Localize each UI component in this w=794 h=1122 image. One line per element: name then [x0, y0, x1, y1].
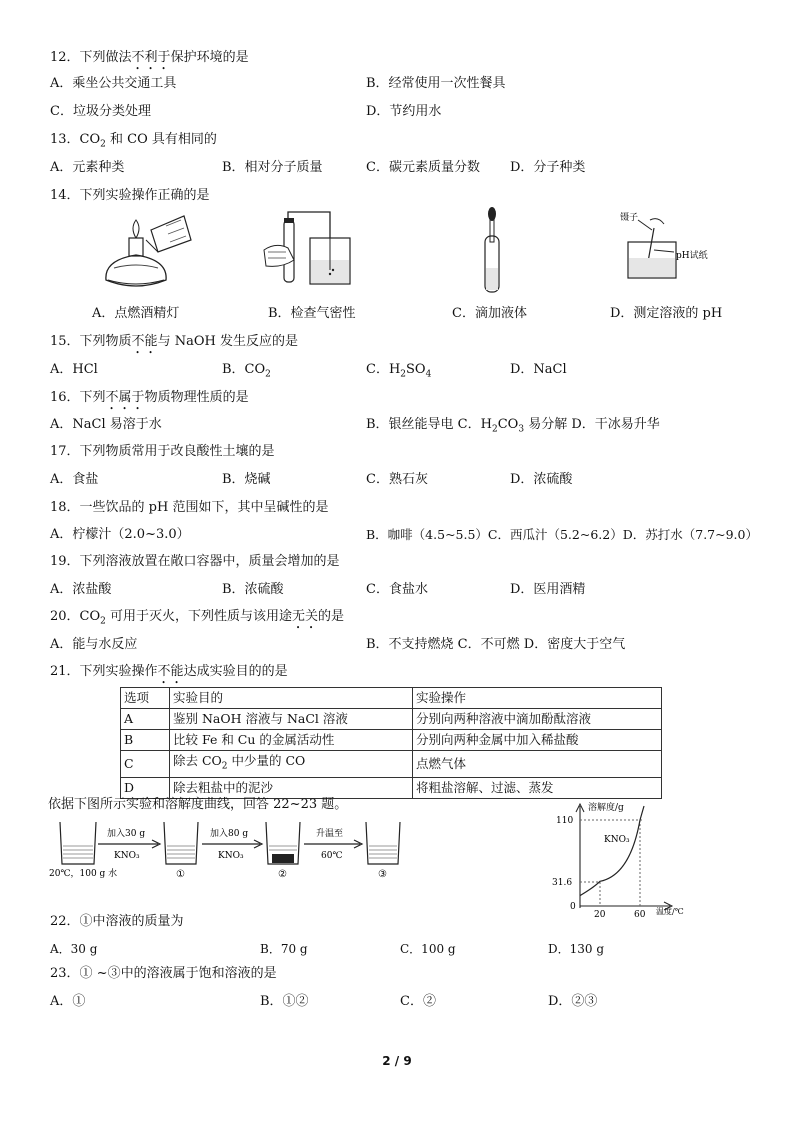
chart-xlabel: 温度/℃	[656, 907, 684, 916]
q22-option-b: B．70 g	[260, 942, 308, 956]
table-cell: 除去 $CO_2$ 中少量的 CO	[170, 751, 413, 778]
table-header-cell: 实验操作	[413, 688, 662, 709]
q23-option-d: D．②③	[548, 994, 598, 1009]
q12-option-b: B．经常使用一次性餐具	[366, 76, 506, 91]
svg-text:②: ②	[278, 869, 287, 880]
q14-option-d: D．测定溶液的 pH	[610, 306, 723, 321]
q12-option-d: D．节约用水	[366, 104, 442, 119]
ph-test-image	[614, 206, 714, 284]
svg-text:加入80 g: 加入80 g	[210, 829, 249, 839]
q18-option-a: A．柠檬汁（2.0~3.0）	[50, 527, 190, 542]
y-tick-31-6: 31.6	[552, 878, 573, 888]
q23-stem: 23．① ~③中的溶液属于饱和溶液的是	[50, 966, 277, 981]
q22-option-d: D．130 g	[548, 942, 605, 956]
q20-option-bcd: B．不支持燃烧 C．不可燃 D．密度大于空气	[366, 637, 626, 652]
svg-text:KNO₃: KNO₃	[114, 851, 140, 861]
q12-option-c: C．垃圾分类处理	[50, 104, 151, 119]
q15-option-a: A．HCl	[50, 362, 98, 377]
alcohol-lamp-image	[96, 210, 196, 295]
svg-text:KNO₃: KNO₃	[218, 851, 244, 861]
q12-stem: 12．下列做法不利于保护环境的是	[50, 50, 249, 65]
q19-option-d: D．医用酒精	[510, 582, 586, 597]
q20-stem: 20．$CO_2$ 可用于灭火，下列性质与该用途无关的是	[50, 609, 345, 627]
q12-option-a: A．乘坐公共交通工具	[50, 76, 177, 91]
table-cell: 比较 Fe 和 Cu 的金属活动性	[170, 730, 413, 751]
svg-text:20℃，100 g 水: 20℃，100 g 水	[49, 869, 118, 879]
table-row	[121, 730, 662, 751]
q13-option-c: C．碳元素质量分数	[366, 160, 480, 175]
table-cell: C	[121, 751, 170, 778]
x-tick-60: 60	[634, 910, 646, 918]
svg-text:升温至: 升温至	[316, 829, 344, 839]
q21-table	[120, 687, 662, 799]
q17-option-a: A．食盐	[50, 472, 99, 487]
q15-option-c: C．$H_2SO_4$	[366, 362, 432, 380]
q13-option-b: B．相对分子质量	[222, 160, 323, 175]
dropper-image	[472, 206, 512, 298]
q16-option-bcd: B．银丝能导电 C．$H_2CO_3$ 易分解 D．干冰易升华	[366, 417, 660, 435]
q15-option-d: D．NaCl	[510, 362, 567, 377]
series-label-kno3: KNO₃	[604, 835, 630, 845]
chart-ylabel: 溶解度/g	[588, 803, 624, 813]
q17-stem: 17．下列物质常用于改良酸性土壤的是	[50, 444, 275, 459]
q16-stem: 16．下列不属于物质物理性质的是	[50, 390, 249, 405]
svg-text:pH试纸: pH试纸	[676, 251, 708, 261]
airtightness-check-image	[258, 208, 358, 293]
table-row	[121, 709, 662, 730]
svg-text:加入30 g: 加入30 g	[107, 829, 146, 839]
q14-option-b: B．检查气密性	[268, 306, 356, 321]
q19-stem: 19．下列溶液放置在敞口容器中，质量会增加的是	[50, 554, 340, 569]
q22-23-intro: 依据下图所示实验和溶解度曲线，回答 22~23 题。	[48, 797, 348, 812]
table-row	[121, 777, 662, 798]
q19-option-b: B．浓硫酸	[222, 582, 284, 597]
y-tick-110: 110	[556, 816, 574, 826]
table-header-row	[121, 688, 662, 709]
q13-stem: 13．$CO_2$ 和 CO 具有相同的	[50, 132, 217, 150]
q23-option-c: C．②	[400, 994, 436, 1009]
q17-option-b: B．烧碱	[222, 472, 271, 487]
svg-text:镊子: 镊子	[620, 213, 639, 223]
q15-stem: 15．下列物质不能与 NaOH 发生反应的是	[50, 334, 298, 349]
table-cell: 分别向两种溶液中滴加酚酞溶液	[413, 709, 662, 730]
q19-option-a: A．浓盐酸	[50, 582, 112, 597]
table-cell: 将粗盐溶解、过滤、蒸发	[413, 777, 662, 798]
table-cell: B	[121, 730, 170, 751]
q22-option-a: A．30 g	[50, 942, 98, 956]
q19-option-c: C．食盐水	[366, 582, 428, 597]
table-cell: 分别向两种金属中加入稀盐酸	[413, 730, 662, 751]
q21-stem: 21．下列实验操作不能达成实验目的的是	[50, 664, 288, 679]
q22-stem: 22．①中溶液的质量为	[50, 914, 184, 929]
table-cell: 鉴别 NaOH 溶液与 NaCl 溶液	[170, 709, 413, 730]
solubility-curve-chart	[548, 800, 708, 918]
q20-option-a: A．能与水反应	[50, 637, 138, 652]
q23-option-b: B．①②	[260, 994, 309, 1009]
q13-option-a: A．元素种类	[50, 160, 125, 175]
q23-option-a: A．①	[50, 994, 86, 1009]
q22-option-c: C．100 g	[400, 942, 456, 956]
svg-text:③: ③	[378, 869, 387, 880]
table-header-cell: 实验目的	[170, 688, 413, 709]
table-cell: 点燃气体	[413, 751, 662, 778]
q14-stem: 14．下列实验操作正确的是	[50, 188, 210, 203]
page-number: 2 / 9	[382, 1054, 412, 1068]
q16-option-a: A．NaCl 易溶于水	[50, 417, 162, 432]
q14-option-c: C．滴加液体	[452, 306, 527, 321]
q17-option-c: C．熟石灰	[366, 472, 428, 487]
q15-option-b: B．$CO_2$	[222, 362, 271, 380]
q13-option-d: D．分子种类	[510, 160, 586, 175]
origin-label: 0	[570, 902, 576, 912]
experiment-diagram	[44, 816, 404, 882]
table-row	[121, 751, 662, 778]
table-cell: A	[121, 709, 170, 730]
q17-option-d: D．浓硫酸	[510, 472, 573, 487]
svg-text:60℃: 60℃	[321, 851, 343, 861]
q14-option-a: A．点燃酒精灯	[92, 306, 180, 321]
q18-stem: 18．一些饮品的 pH 范围如下，其中呈碱性的是	[50, 500, 329, 515]
table-cell: D	[121, 777, 170, 798]
table-cell: 除去粗盐中的泥沙	[170, 777, 413, 798]
svg-text:①: ①	[176, 869, 185, 880]
x-tick-20: 20	[594, 910, 606, 918]
q18-option-bcd: B．咖啡（4.5~5.5）C．西瓜汁（5.2~6.2）D．苏打水（7.7~9.0）	[366, 527, 758, 542]
table-header-cell: 选项	[121, 688, 170, 709]
